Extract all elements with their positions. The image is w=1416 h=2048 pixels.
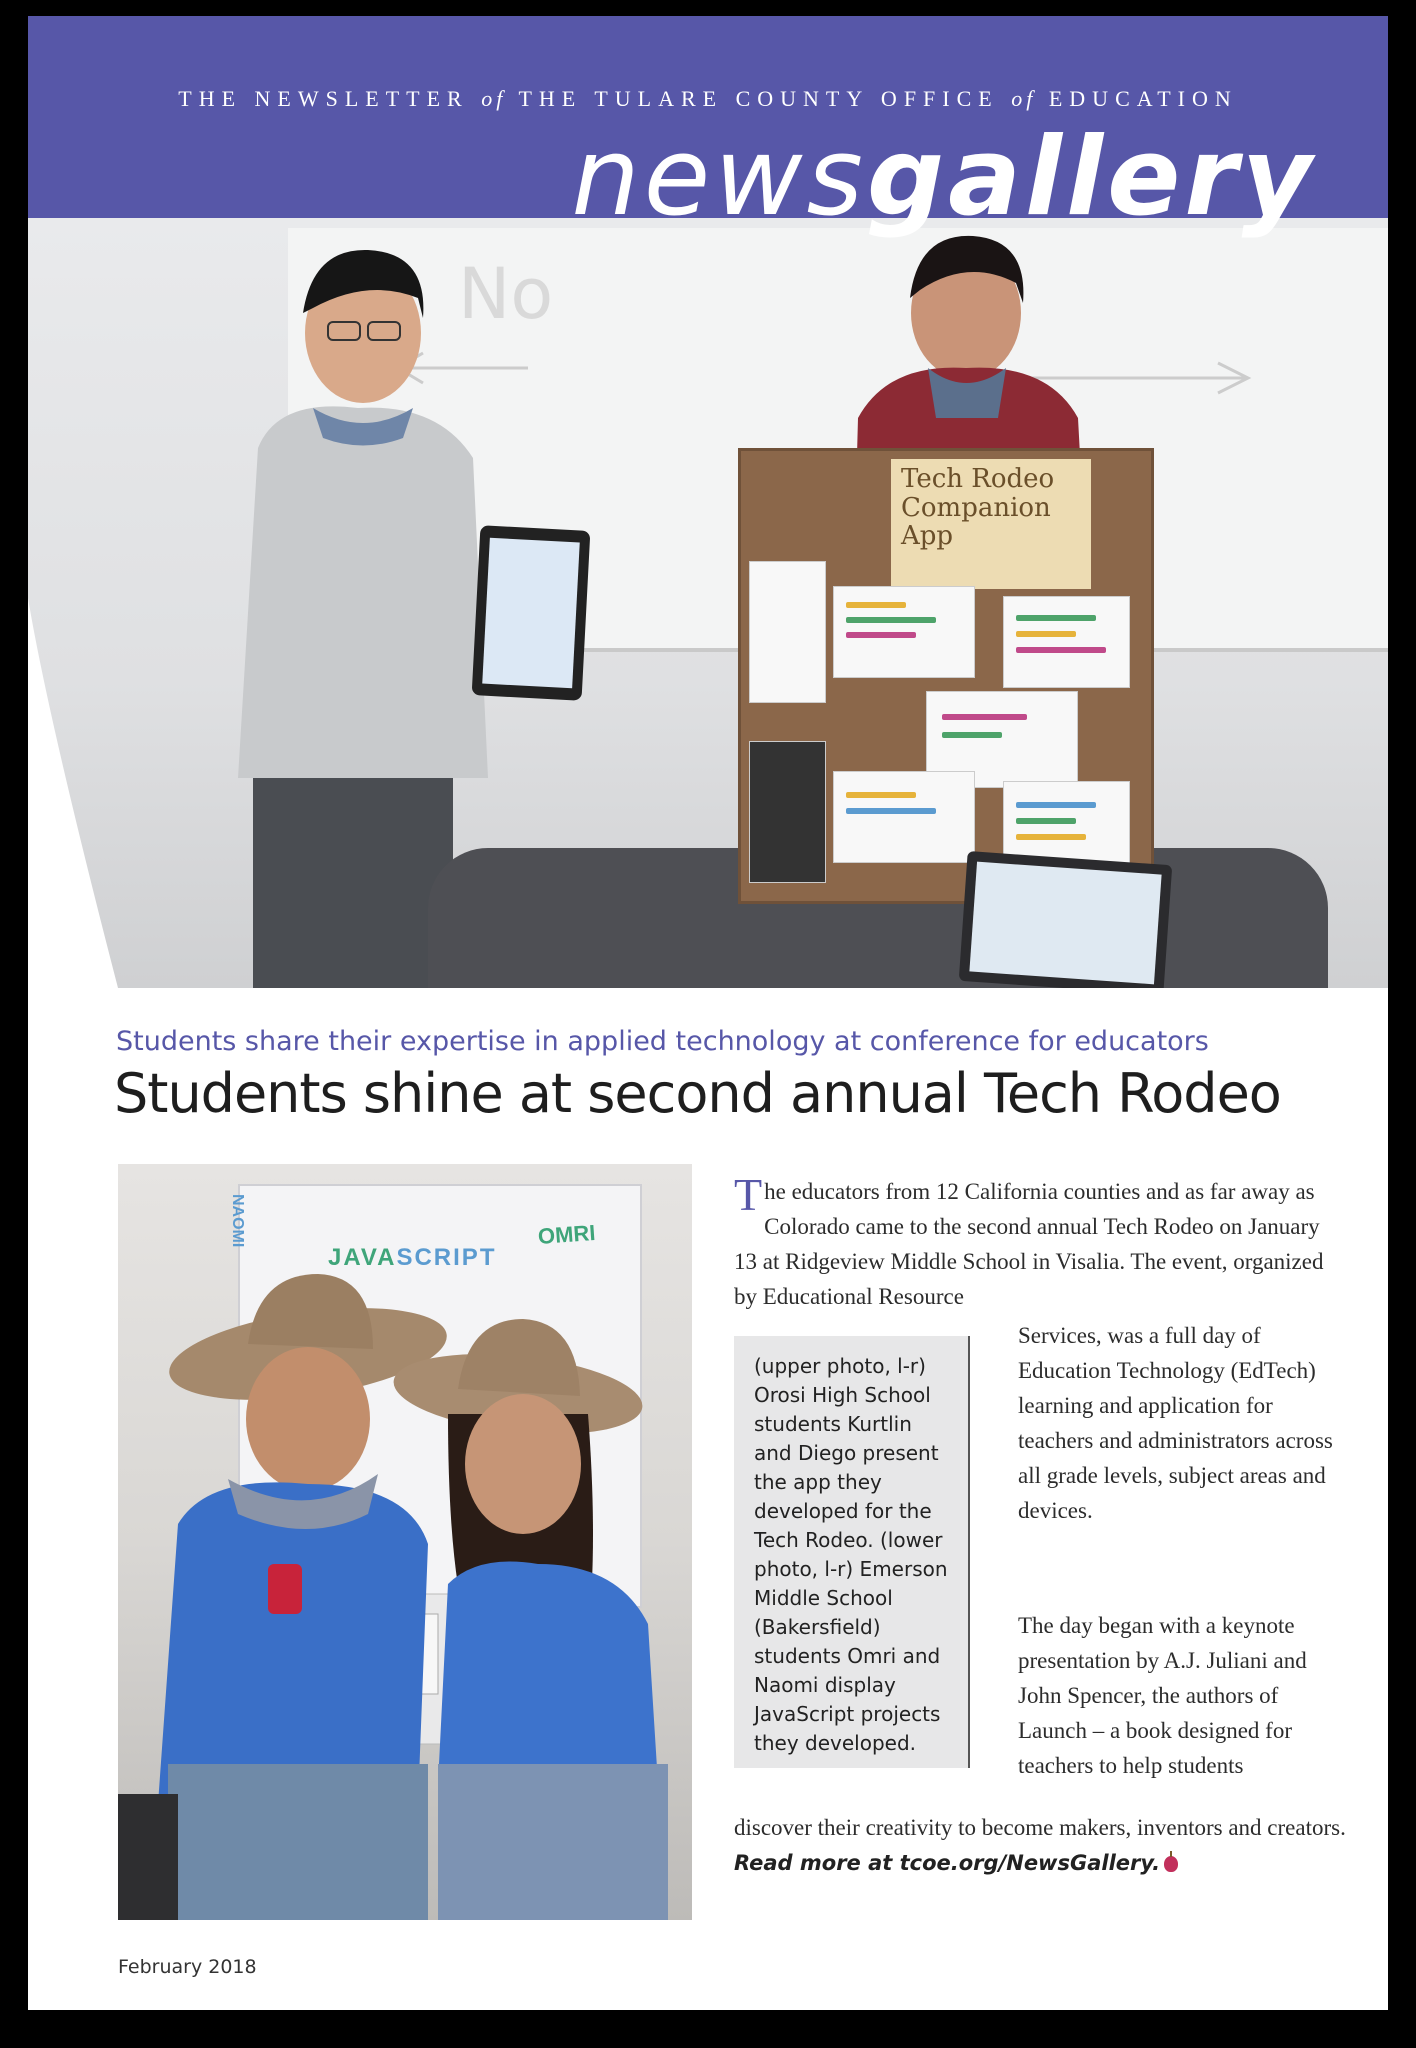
photo-caption: (upper photo, l-r) Orosi High School students Kurtlin and Diego present the app they developed for the Tech Rodeo. (lower photo, l-r) Emerson Middle School (Bakersfield) students Omri and Naomi display JavaScript projects they developed.	[734, 1336, 970, 1768]
laptop-device	[959, 851, 1173, 988]
logo-news: news	[571, 115, 867, 240]
tagline-part: of	[481, 86, 507, 111]
apple-icon	[1164, 1856, 1178, 1872]
logo-gallery: gallery	[866, 115, 1316, 240]
article-paragraph-2-tail	[734, 1810, 1354, 1881]
omri-label: OMRI	[537, 1220, 597, 1249]
tablet-device	[472, 525, 591, 701]
tagline-part: EDUCATION	[1048, 86, 1238, 111]
board-title-card: Tech Rodeo Companion App	[891, 459, 1091, 589]
page-curve-mask	[28, 218, 148, 988]
students-omri-naomi	[118, 1164, 692, 1920]
article-paragraph-2: The day began with a keynote presentation by A.J. Juliani and John Spencer, the authors of Launch – a book designed for teachers to help students	[1018, 1613, 1307, 1778]
naomi-label: NAOMI	[229, 1194, 246, 1248]
paragraph-1-text: he educators from 12 California counties and as far away as Colorado came to the second annual Tech Rodeo on January 13 at Ridgeview Middle School in Visalia. The event, organized by Educational Resource	[734, 1179, 1324, 1309]
whiteboard-no-text: No	[458, 253, 554, 335]
newsgallery-logo	[571, 115, 1316, 240]
read-more-link[interactable]: Read more at tcoe.org/NewsGallery.	[734, 1851, 1161, 1875]
tagline-part: THE NEWSLETTER	[178, 86, 469, 111]
tagline-part: of	[1011, 86, 1037, 111]
board-sheet	[833, 586, 975, 678]
board-sheet	[749, 561, 826, 703]
paragraph-2-tail-text: discover their creativity to become makers, inventors and creators.	[734, 1815, 1346, 1840]
drop-cap: T	[734, 1169, 763, 1220]
board-sheet	[749, 741, 826, 883]
newsletter-page	[28, 16, 1388, 2010]
label-java: JAVA	[328, 1244, 397, 1271]
lower-photo	[118, 1164, 692, 1920]
upper-photo	[28, 218, 1388, 988]
board-sheet	[1003, 596, 1130, 688]
article-paragraph-1	[734, 1169, 1334, 1314]
issue-date: February 2018	[118, 1956, 257, 1978]
article-paragraph-1-wrap: Services, was a full day of Education Technology (EdTech) learning and application for teachers and administrators across all grade levels, subject areas and devices.	[1018, 1323, 1333, 1523]
tagline-part: THE TULARE COUNTY OFFICE	[518, 86, 999, 111]
trifold-board	[738, 448, 1154, 904]
board-sheet	[833, 771, 975, 863]
masthead-tagline	[28, 86, 1388, 112]
article-headline: Students shine at second annual Tech Rodeo	[114, 1062, 1281, 1125]
article-kicker: Students share their expertise in applied technology at conference for educators	[116, 1026, 1209, 1057]
label-script: SCRIPT	[396, 1244, 497, 1271]
